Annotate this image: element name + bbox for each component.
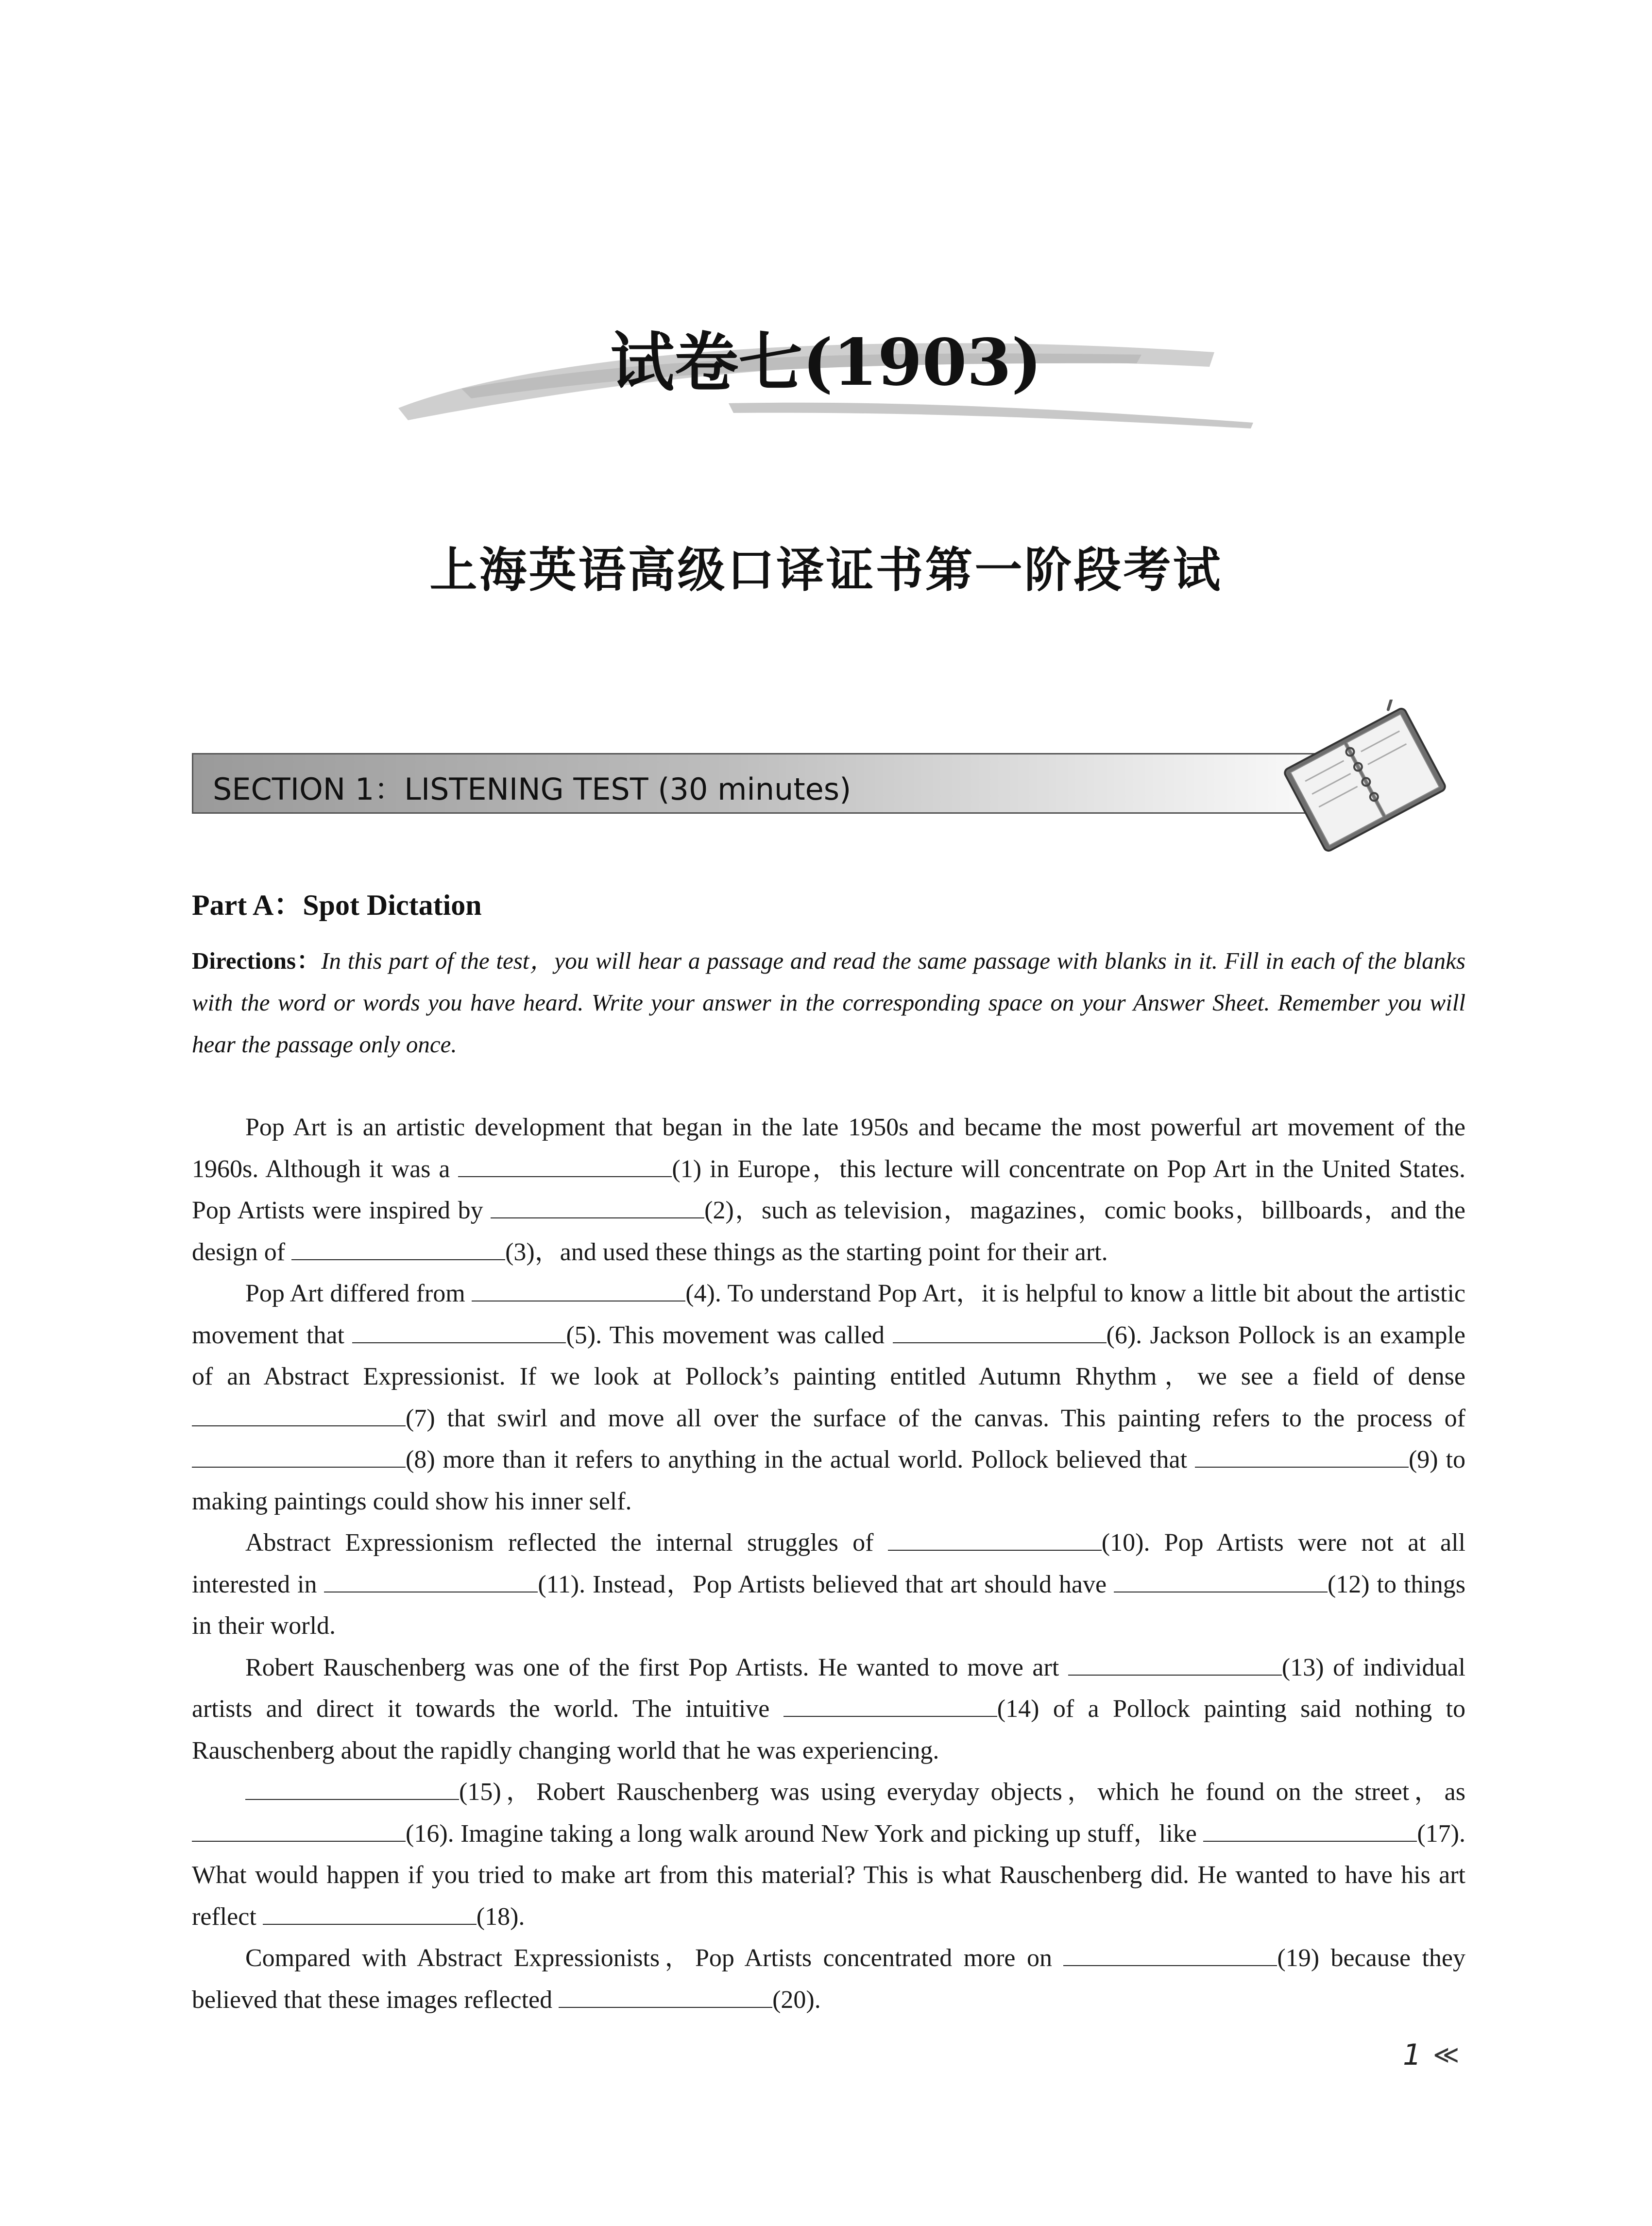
answer-blank[interactable] — [1195, 1445, 1409, 1468]
blank-number: (14) — [997, 1695, 1039, 1723]
blank-number: (16) — [406, 1819, 448, 1848]
answer-blank[interactable] — [783, 1695, 997, 1717]
blank-number: (17) — [1417, 1819, 1459, 1848]
answer-blank[interactable] — [458, 1155, 672, 1177]
dictation-passage — [192, 1107, 1465, 2021]
passage-text: . Jackson Pollock is an example of an Abstract Expressionist. If we look at Pollock’s painting entitled Autumn Rhythm，we see a field of dense — [192, 1321, 1466, 1390]
blank-number: (5) — [566, 1321, 596, 1349]
passage-paragraph-2 — [192, 1273, 1465, 1522]
answer-blank[interactable] — [559, 1986, 772, 2008]
passage-text: of individual artists and direct it towards the world. The intuitive — [192, 1653, 1465, 1723]
blank-number: (3) — [505, 1238, 535, 1266]
blank-number: (2) — [704, 1197, 734, 1224]
answer-blank[interactable] — [1063, 1944, 1277, 1966]
section-banner — [192, 753, 1377, 814]
passage-text: Pop Art is an artistic development that began in the late 1950s and became the most powerful art movement of the 1960s. Although it was a — [192, 1113, 1465, 1183]
passage-text: . — [518, 1902, 525, 1931]
answer-blank[interactable] — [245, 1778, 459, 1800]
blank-number: (6) — [1106, 1321, 1136, 1349]
blank-number: (15) — [459, 1778, 501, 1806]
answer-blank[interactable] — [192, 1445, 406, 1468]
blank-number: (18) — [476, 1902, 519, 1931]
passage-text: ，such as television，magazines，comic books，billboards，and the design of — [192, 1197, 1465, 1266]
passage-paragraph-1 — [192, 1107, 1465, 1273]
blank-number: (12) — [1327, 1570, 1370, 1598]
page-subtitle: 上海英语高级口译证书第一阶段考试 — [429, 543, 1223, 598]
passage-text: because they believed that these images reflected — [192, 1944, 1465, 2014]
directions — [192, 940, 1465, 1065]
notebook-icon — [1273, 700, 1457, 860]
directions-label: Directions： — [192, 947, 322, 974]
directions-text: In this part of the test，you will hear a passage and read the same passage with blanks in it. Fill in each of the blanks with the word or words you have heard. Write your answer in the corresponding space on your Answer Sheet. Remember you will hear the passage only once. — [192, 947, 1465, 1058]
blank-number: (4) — [685, 1280, 715, 1307]
passage-text: ，and used these things as the starting point for their art. — [534, 1238, 1108, 1266]
passage-text: Pop Art differed from — [245, 1280, 472, 1307]
answer-blank[interactable] — [888, 1528, 1102, 1551]
passage-text: of a Pollock painting said nothing to Rauschenberg about the rapidly changing world that he was experiencing. — [192, 1695, 1465, 1764]
answer-blank[interactable] — [1068, 1653, 1282, 1676]
passage-text: more than it refers to anything in the actual world. Pollock believed that — [435, 1446, 1195, 1473]
blank-number: (7) — [406, 1404, 435, 1432]
passage-text: ，Robert Rauschenberg was using everyday objects，which he found on the street，as — [501, 1778, 1465, 1806]
answer-blank[interactable] — [1114, 1570, 1328, 1592]
passage-text: Compared with Abstract Expressionists，Pop Artists concentrated more on — [245, 1944, 1064, 1972]
answer-blank[interactable] — [893, 1321, 1107, 1343]
passage-paragraph-5 — [192, 1771, 1465, 1937]
passage-text: to making paintings could show his inner self. — [192, 1446, 1465, 1515]
blank-number: (11) — [538, 1570, 579, 1598]
passage-text: that swirl and move all over the surface of the canvas. This painting refers to the process of — [435, 1404, 1465, 1432]
page-title: 试卷七(1903) — [610, 325, 1042, 400]
passage-text: . This movement was called — [596, 1321, 893, 1349]
passage-text: Abstract Expressionism reflected the internal struggles of — [245, 1529, 888, 1557]
passage-paragraph-6 — [192, 1937, 1465, 2021]
passage-text: Robert Rauschenberg was one of the first Pop Artists. He wanted to move art — [245, 1653, 1068, 1681]
passage-text: . Imagine taking a long walk around New York and picking up stuff，like — [447, 1819, 1204, 1848]
answer-blank[interactable] — [192, 1404, 406, 1426]
blank-number: (13) — [1281, 1653, 1324, 1681]
passage-text: . — [814, 1986, 821, 2014]
passage-paragraph-3 — [192, 1522, 1465, 1647]
answer-blank[interactable] — [291, 1238, 505, 1260]
page-arrow-icon: ≪ — [1433, 2040, 1460, 2070]
answer-blank[interactable] — [1203, 1819, 1417, 1842]
passage-paragraph-4 — [192, 1647, 1465, 1772]
blank-number: (19) — [1277, 1944, 1320, 1972]
answer-blank[interactable] — [352, 1321, 566, 1343]
blank-number: (8) — [406, 1446, 435, 1473]
passage-text: . Instead，Pop Artists believed that art should have — [579, 1570, 1114, 1598]
answer-blank[interactable] — [324, 1570, 538, 1592]
page-number: 1 — [1403, 2038, 1422, 2072]
passage-text: to things in their world. — [192, 1570, 1465, 1640]
passage-text: in Europe，this lecture will concentrate on Pop Art in the United States. Pop Artists were inspired by — [192, 1155, 1465, 1224]
blank-number: (10) — [1101, 1529, 1144, 1557]
section-title: SECTION 1：LISTENING TEST (30 minutes) — [213, 771, 852, 807]
part-a-title: Part A：Spot Dictation — [192, 889, 482, 921]
blank-number: (1) — [672, 1155, 702, 1183]
passage-text: . Pop Artists were not at all interested in — [192, 1529, 1465, 1598]
answer-blank[interactable] — [192, 1819, 406, 1842]
blank-number: (9) — [1408, 1446, 1438, 1473]
passage-text: . What would happen if you tried to make art from this material? This is what Rauschenberg did. He wanted to have his art reflect — [192, 1819, 1465, 1931]
passage-text: . To understand Pop Art，it is helpful to know a little bit about the artistic movement that — [192, 1280, 1465, 1349]
answer-blank[interactable] — [491, 1196, 704, 1218]
answer-blank[interactable] — [472, 1279, 685, 1301]
blank-number: (20) — [772, 1986, 815, 2014]
answer-blank[interactable] — [263, 1902, 477, 1925]
